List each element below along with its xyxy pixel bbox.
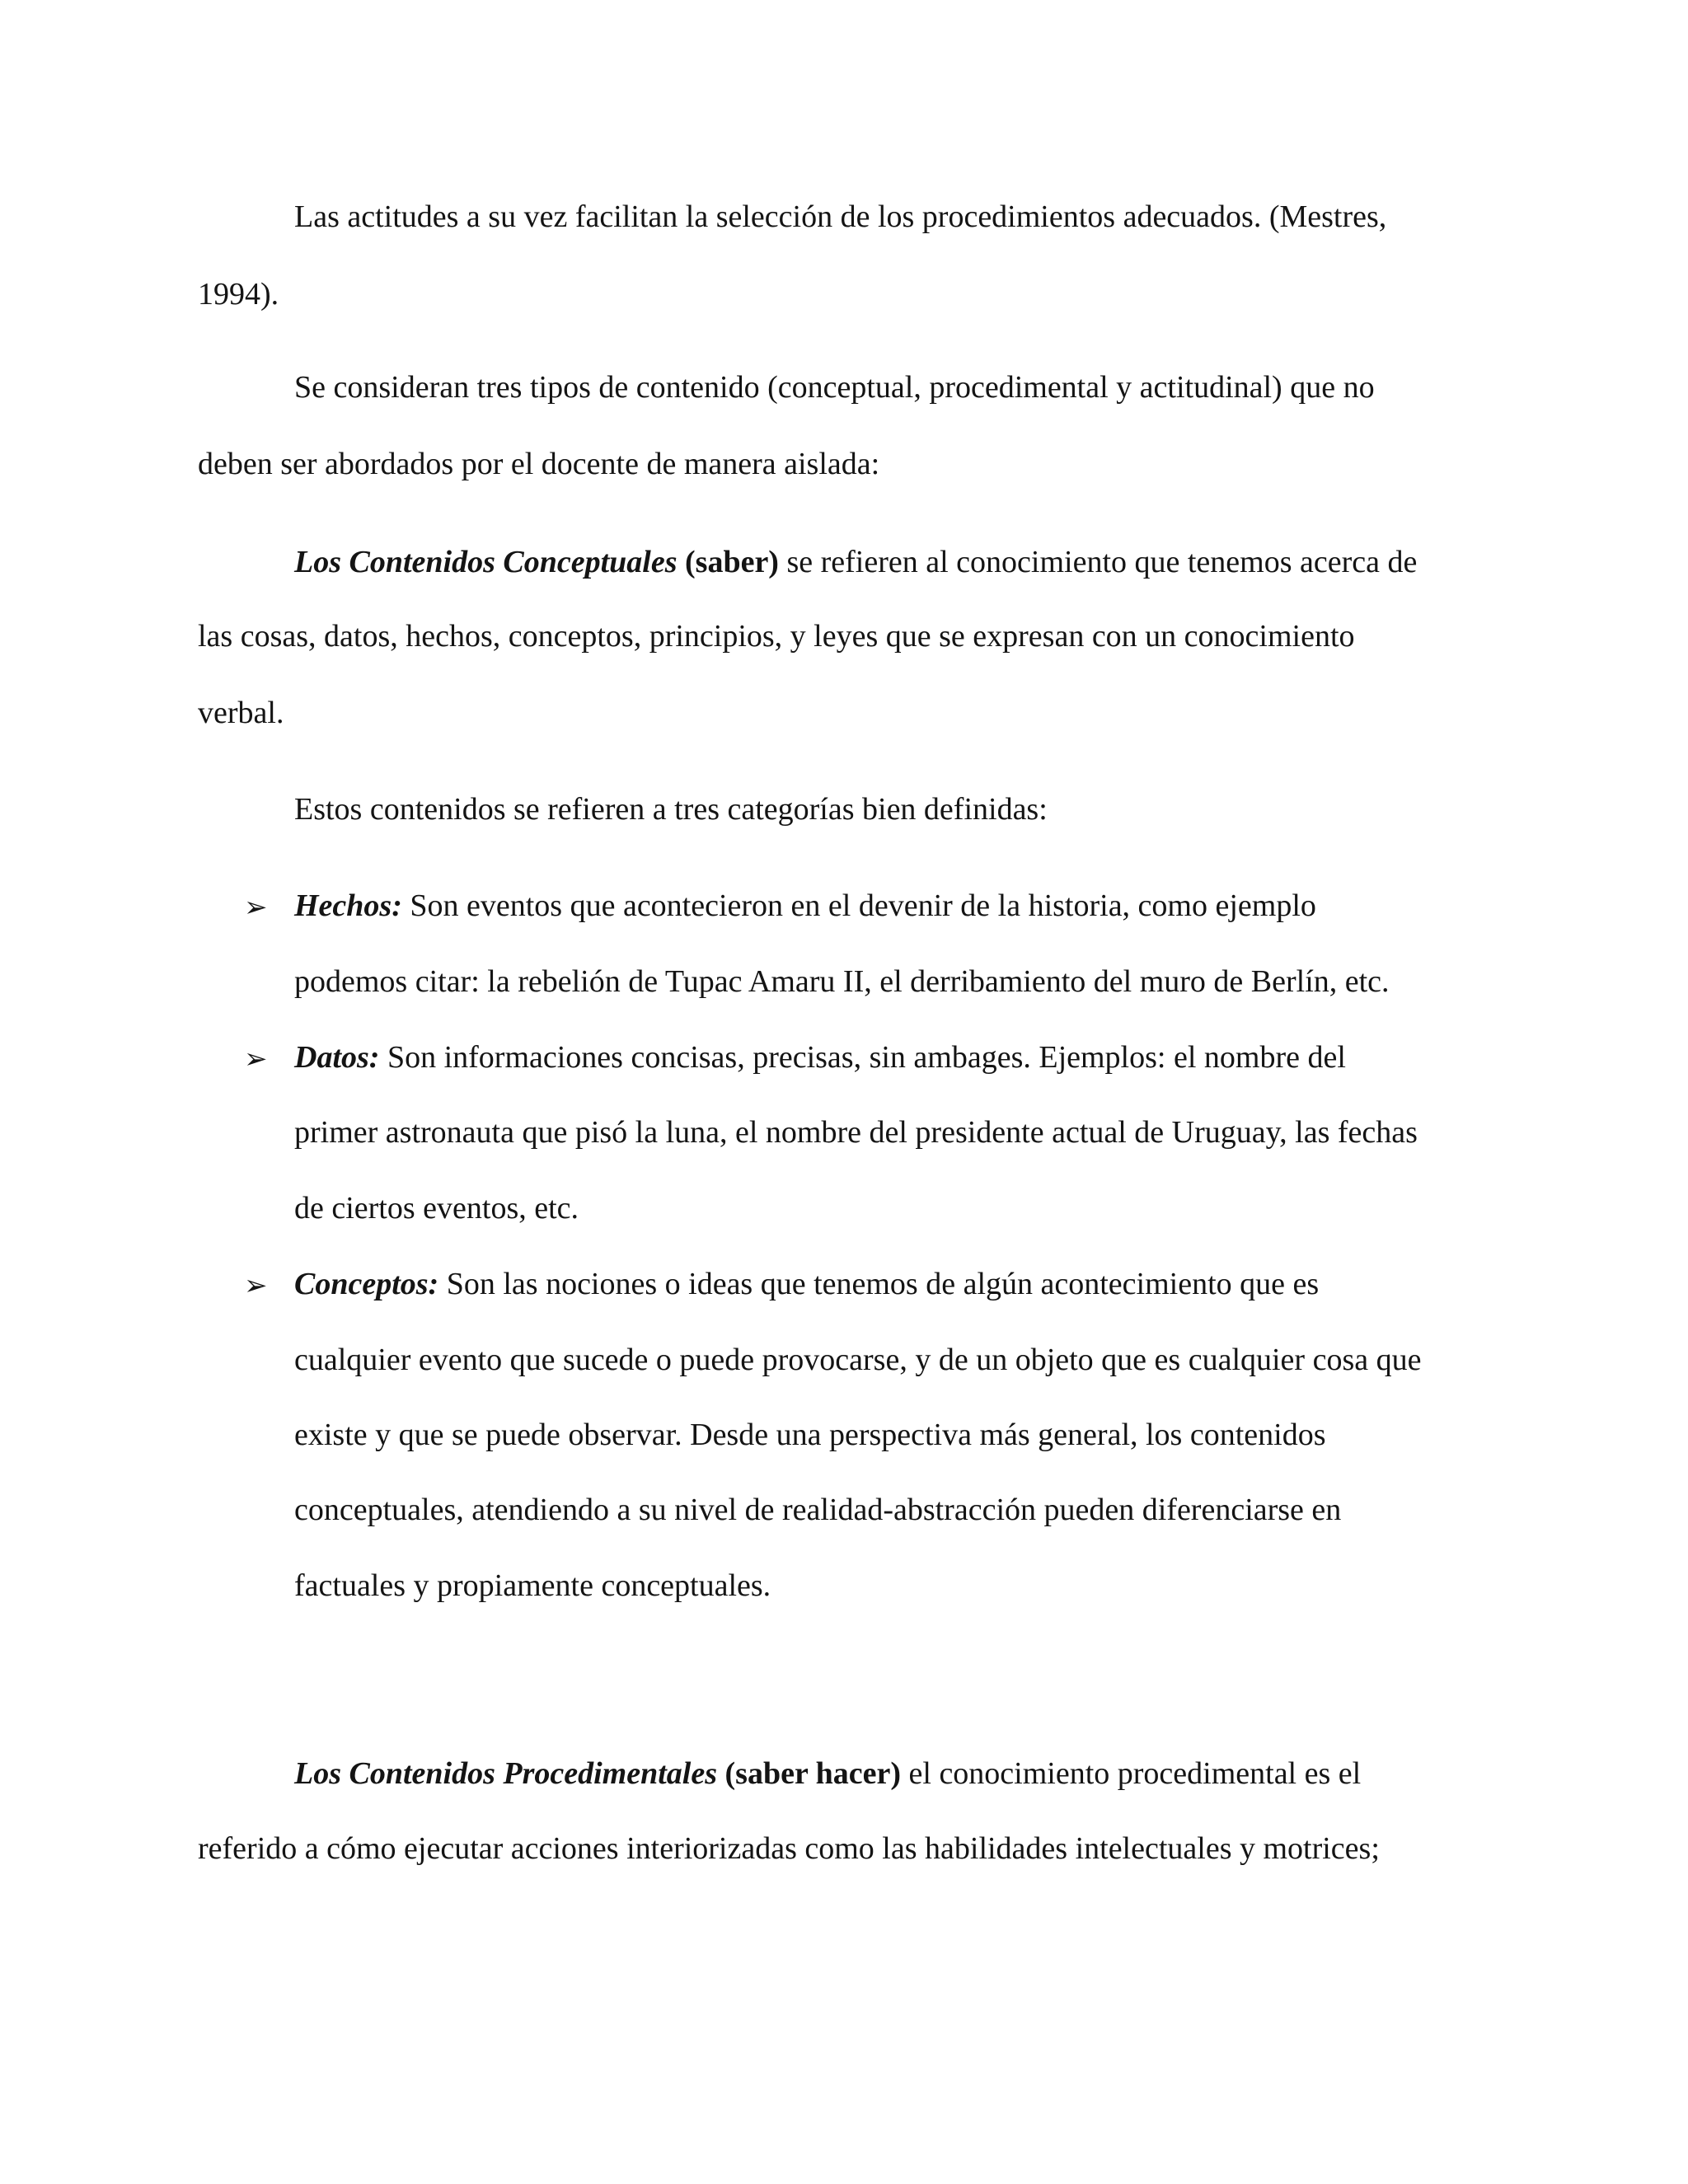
- paragraph-3-line-3: verbal.: [198, 696, 284, 730]
- procedural-contents-term: Los Contenidos Procedimentales: [294, 1756, 717, 1791]
- paragraph-2-line-2: deben ser abordados por el docente de manera aislada:: [198, 447, 880, 481]
- bullet-datos-line-2: primer astronauta que pisó la luna, el nombre del presidente actual de Uruguay, las fechas: [294, 1115, 1418, 1150]
- bullet-conceptos-text-1: Son las nociones o ideas que tenemos de algún acontecimiento que es: [438, 1267, 1320, 1301]
- bullet-datos-term: Datos:: [294, 1040, 380, 1075]
- bullet-datos-line-1: [294, 1042, 1346, 1073]
- bullet-conceptos-line-2: cualquier evento que sucede o puede provocarse, y de un objeto que es cualquier cosa que: [294, 1343, 1422, 1377]
- procedural-contents-tag: (saber hacer): [724, 1756, 902, 1791]
- bullet-conceptos-line-3: existe y que se puede observar. Desde una perspectiva más general, los contenidos: [294, 1418, 1326, 1452]
- bullet-arrow-icon: ➢: [244, 891, 268, 924]
- paragraph-1-line-1: Las actitudes a su vez facilitan la selección de los procedimientos adecuados. (Mestres,: [294, 199, 1387, 234]
- paragraph-3-line-1: [294, 546, 1417, 578]
- paragraph-5-line-1-rest: el conocimiento procedimental es el: [901, 1756, 1362, 1791]
- paragraph-4-line-1: Estos contenidos se refieren a tres categorías bien definidas:: [294, 792, 1048, 827]
- paragraph-2-line-1: Se consideran tres tipos de contenido (conceptual, procedimental y actitudinal) que no: [294, 370, 1375, 405]
- conceptual-contents-term: Los Contenidos Conceptuales: [294, 545, 678, 579]
- bullet-hechos-line-1: [294, 890, 1316, 921]
- bullet-datos-text-1: Son informaciones concisas, precisas, sin ambages. Ejemplos: el nombre del: [379, 1040, 1346, 1075]
- conceptual-contents-tag: (saber): [685, 545, 779, 579]
- bullet-arrow-icon: ➢: [244, 1269, 268, 1302]
- paragraph-5-line-1: [294, 1758, 1361, 1789]
- paragraph-3-line-2: las cosas, datos, hechos, conceptos, principios, y leyes que se expresan con un conocimiento: [198, 619, 1355, 654]
- paragraph-3-line-1-rest: se refieren al conocimiento que tenemos acerca de: [778, 545, 1418, 579]
- paragraph-5-line-2: referido a cómo ejecutar acciones interiorizadas como las habilidades intelectuales y motrices;: [198, 1831, 1380, 1866]
- bullet-hechos-term: Hechos:: [294, 888, 402, 923]
- paragraph-1-line-2: 1994).: [198, 277, 279, 312]
- bullet-datos-line-3: de ciertos eventos, etc.: [294, 1191, 579, 1226]
- bullet-arrow-icon: ➢: [244, 1043, 268, 1076]
- bullet-conceptos-line-5: factuales y propiamente conceptuales.: [294, 1568, 771, 1603]
- bullet-conceptos-line-4: conceptuales, atendiendo a su nivel de realidad-abstracción pueden diferenciarse en: [294, 1493, 1342, 1527]
- bullet-hechos-text-1: Son eventos que acontecieron en el devenir de la historia, como ejemplo: [401, 888, 1316, 923]
- bullet-conceptos-term: Conceptos:: [294, 1267, 439, 1301]
- bullet-hechos-line-2: podemos citar: la rebelión de Tupac Amaru II, el derribamiento del muro de Berlín, etc.: [294, 964, 1390, 999]
- bullet-conceptos-line-1: [294, 1268, 1319, 1300]
